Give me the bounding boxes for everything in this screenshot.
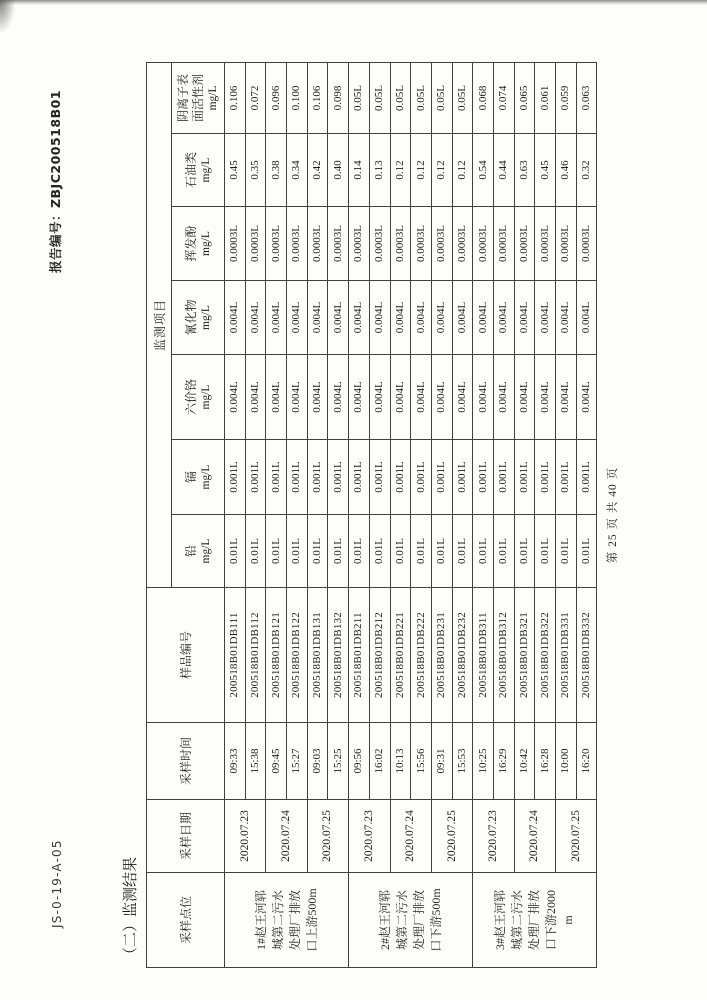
value-cell: 0.45 — [535, 134, 556, 207]
table-row — [514, 62, 535, 967]
value-cell: 0.004L — [514, 281, 535, 355]
report-number: 报告编号：ZBJC200518B01 — [48, 90, 63, 274]
value-cell: 0.0003L — [493, 207, 514, 281]
sampling-time-cell: 10:13 — [390, 723, 411, 800]
value-cell: 0.38 — [266, 134, 287, 207]
value-cell: 0.001L — [473, 440, 494, 515]
value-cell: 0.068 — [473, 62, 494, 133]
col-header-sampling-date: 采样日期 — [147, 800, 225, 873]
value-cell: 0.05L — [431, 62, 452, 133]
col-header-sampling-point: 采样点位 — [147, 873, 225, 968]
scanner-corner-smudge — [0, 0, 16, 34]
col-header-cadmium: 镉 mg/L — [172, 440, 225, 515]
value-cell: 0.01L — [556, 515, 577, 588]
col-header-volatile-phenol: 挥发酚 mg/L — [172, 207, 225, 281]
value-cell: 0.072 — [245, 62, 266, 133]
value-cell: 0.0003L — [514, 207, 535, 281]
sample-id-cell: 200518B01DB121 — [266, 588, 287, 723]
sample-id-cell: 200518B01DB221 — [390, 588, 411, 723]
sampling-time-cell: 15:56 — [411, 723, 432, 800]
value-cell: 0.35 — [245, 134, 266, 207]
sample-id-cell: 200518B01DB231 — [431, 588, 452, 723]
sampling-time-cell: 16:29 — [493, 723, 514, 800]
value-cell: 0.0003L — [390, 207, 411, 281]
section-title: （二）监测结果 — [123, 856, 139, 962]
value-cell: 0.004L — [473, 355, 494, 440]
value-cell: 0.004L — [369, 281, 390, 355]
value-cell: 0.004L — [473, 281, 494, 355]
value-cell: 0.001L — [576, 440, 597, 515]
sample-id-cell: 200518B01DB222 — [411, 588, 432, 723]
sample-id-cell: 200518B01DB111 — [225, 588, 246, 723]
sample-id-cell: 200518B01DB131 — [307, 588, 328, 723]
value-cell: 0.061 — [535, 62, 556, 133]
value-cell: 0.01L — [225, 515, 246, 588]
value-cell: 0.059 — [556, 62, 577, 133]
col-header-cyanide: 氰化物 mg/L — [172, 281, 225, 355]
value-cell: 0.001L — [287, 440, 308, 515]
header-row-groups — [147, 62, 172, 967]
sampling-time-cell: 10:42 — [514, 723, 535, 800]
value-cell: 0.001L — [556, 440, 577, 515]
sampling-time-cell: 09:31 — [431, 723, 452, 800]
value-cell: 0.004L — [535, 355, 556, 440]
value-cell: 0.004L — [493, 355, 514, 440]
sample-id-cell: 200518B01DB112 — [245, 588, 266, 723]
table-head — [147, 62, 225, 967]
value-cell: 0.001L — [266, 440, 287, 515]
value-cell: 0.004L — [287, 355, 308, 440]
value-cell: 0.004L — [535, 281, 556, 355]
page-footer: 第 25 页 共 40 页 — [607, 466, 619, 564]
value-cell: 0.0003L — [245, 207, 266, 281]
sampling-point-cell: 3#赵王河郓城第二污水处理厂排放口下游2000m — [473, 873, 597, 968]
value-cell: 0.004L — [245, 281, 266, 355]
sampling-time-cell: 09:33 — [225, 723, 246, 800]
value-cell: 0.42 — [307, 134, 328, 207]
document-code: JS-0-19-A-05 — [50, 839, 64, 928]
sample-id-cell: 200518B01DB232 — [452, 588, 473, 723]
table-body — [225, 62, 597, 967]
value-cell: 0.004L — [328, 355, 349, 440]
value-cell: 0.05L — [390, 62, 411, 133]
sampling-date-cell: 2020.07.25 — [307, 800, 348, 873]
value-cell: 0.05L — [411, 62, 432, 133]
sampling-date-cell: 2020.07.23 — [225, 800, 266, 873]
value-cell: 0.0003L — [349, 207, 370, 281]
value-cell: 0.004L — [576, 281, 597, 355]
col-header-anionic-surfactant: 阴离子表面活性剂 mg/L — [172, 62, 225, 133]
value-cell: 0.004L — [493, 281, 514, 355]
sampling-time-cell: 15:25 — [328, 723, 349, 800]
value-cell: 0.01L — [431, 515, 452, 588]
value-cell: 0.0003L — [307, 207, 328, 281]
value-cell: 0.12 — [390, 134, 411, 207]
value-cell: 0.13 — [369, 134, 390, 207]
scanner-edge-artifact — [0, 0, 707, 5]
value-cell: 0.004L — [266, 355, 287, 440]
value-cell: 0.004L — [245, 355, 266, 440]
value-cell: 0.12 — [452, 134, 473, 207]
value-cell: 0.004L — [431, 281, 452, 355]
value-cell: 0.004L — [411, 355, 432, 440]
sampling-point-cell: 1#赵王河郓城第二污水处理厂排放口上游500m — [225, 873, 349, 968]
sample-id-cell: 200518B01DB322 — [535, 588, 556, 723]
col-header-lead: 铅 mg/L — [172, 515, 225, 588]
value-cell: 0.004L — [307, 355, 328, 440]
value-cell: 0.40 — [328, 134, 349, 207]
sample-id-cell: 200518B01DB311 — [473, 588, 494, 723]
value-cell: 0.096 — [266, 62, 287, 133]
sampling-date-cell: 2020.07.24 — [514, 800, 555, 873]
value-cell: 0.0003L — [431, 207, 452, 281]
value-cell: 0.098 — [328, 62, 349, 133]
value-cell: 0.01L — [287, 515, 308, 588]
value-cell: 0.05L — [369, 62, 390, 133]
table-row — [431, 62, 452, 967]
sample-id-cell: 200518B01DB212 — [369, 588, 390, 723]
col-header-sampling-time: 采样时间 — [147, 723, 225, 800]
value-cell: 0.063 — [576, 62, 597, 133]
value-cell: 0.01L — [514, 515, 535, 588]
sample-id-cell: 200518B01DB122 — [287, 588, 308, 723]
value-cell: 0.01L — [411, 515, 432, 588]
value-cell: 0.34 — [287, 134, 308, 207]
table-row — [349, 62, 370, 967]
value-cell: 0.0003L — [556, 207, 577, 281]
sampling-time-cell: 15:27 — [287, 723, 308, 800]
value-cell: 0.46 — [556, 134, 577, 207]
value-cell: 0.001L — [307, 440, 328, 515]
value-cell: 0.100 — [287, 62, 308, 133]
value-cell: 0.01L — [576, 515, 597, 588]
sampling-time-cell: 15:38 — [245, 723, 266, 800]
value-cell: 0.074 — [493, 62, 514, 133]
sampling-date-cell: 2020.07.25 — [431, 800, 472, 873]
sampling-time-cell: 16:20 — [576, 723, 597, 800]
value-cell: 0.001L — [535, 440, 556, 515]
value-cell: 0.001L — [349, 440, 370, 515]
value-cell: 0.0003L — [576, 207, 597, 281]
value-cell: 0.004L — [328, 281, 349, 355]
value-cell: 0.0003L — [369, 207, 390, 281]
sampling-time-cell: 10:00 — [556, 723, 577, 800]
value-cell: 0.01L — [307, 515, 328, 588]
value-cell: 0.0003L — [266, 207, 287, 281]
value-cell: 0.001L — [411, 440, 432, 515]
sampling-time-cell: 09:45 — [266, 723, 287, 800]
sample-id-cell: 200518B01DB132 — [328, 588, 349, 723]
sampling-time-cell: 15:53 — [452, 723, 473, 800]
value-cell: 0.01L — [473, 515, 494, 588]
sample-id-cell: 200518B01DB321 — [514, 588, 535, 723]
sample-id-cell: 200518B01DB211 — [349, 588, 370, 723]
table-row — [473, 62, 494, 967]
value-cell: 0.001L — [452, 440, 473, 515]
sample-id-cell: 200518B01DB331 — [556, 588, 577, 723]
value-cell: 0.004L — [307, 281, 328, 355]
value-cell: 0.01L — [452, 515, 473, 588]
value-cell: 0.001L — [431, 440, 452, 515]
value-cell: 0.004L — [369, 355, 390, 440]
sampling-date-cell: 2020.07.23 — [349, 800, 390, 873]
value-cell: 0.0003L — [473, 207, 494, 281]
value-cell: 0.44 — [493, 134, 514, 207]
value-cell: 0.065 — [514, 62, 535, 133]
col-header-sample-id: 样品编号 — [147, 588, 225, 723]
sampling-time-cell: 09:03 — [307, 723, 328, 800]
value-cell: 0.01L — [328, 515, 349, 588]
value-cell: 0.0003L — [411, 207, 432, 281]
table-row — [556, 62, 577, 967]
value-cell: 0.004L — [514, 355, 535, 440]
col-header-petroleum: 石油类 mg/L — [172, 134, 225, 207]
value-cell: 0.0003L — [287, 207, 308, 281]
value-cell: 0.54 — [473, 134, 494, 207]
monitoring-results-table — [146, 62, 597, 968]
value-cell: 0.001L — [245, 440, 266, 515]
value-cell: 0.0003L — [225, 207, 246, 281]
sampling-time-cell: 16:28 — [535, 723, 556, 800]
col-header-hexavalent-chromium: 六价铬 mg/L — [172, 355, 225, 440]
table-row — [390, 62, 411, 967]
value-cell: 0.004L — [452, 355, 473, 440]
value-cell: 0.05L — [349, 62, 370, 133]
value-cell: 0.0003L — [328, 207, 349, 281]
value-cell: 0.14 — [349, 134, 370, 207]
value-cell: 0.01L — [390, 515, 411, 588]
value-cell: 0.01L — [266, 515, 287, 588]
sampling-date-cell: 2020.07.24 — [266, 800, 307, 873]
value-cell: 0.004L — [556, 355, 577, 440]
sampling-date-cell: 2020.07.25 — [556, 800, 597, 873]
sample-id-cell: 200518B01DB312 — [493, 588, 514, 723]
value-cell: 0.004L — [452, 281, 473, 355]
value-cell: 0.004L — [390, 281, 411, 355]
value-cell: 0.001L — [514, 440, 535, 515]
value-cell: 0.004L — [390, 355, 411, 440]
sample-id-cell: 200518B01DB332 — [576, 588, 597, 723]
value-cell: 0.01L — [535, 515, 556, 588]
value-cell: 0.004L — [431, 355, 452, 440]
value-cell: 0.63 — [514, 134, 535, 207]
value-cell: 0.004L — [225, 281, 246, 355]
table-row — [266, 62, 287, 967]
value-cell: 0.004L — [576, 355, 597, 440]
sampling-time-cell: 09:56 — [349, 723, 370, 800]
value-cell: 0.01L — [349, 515, 370, 588]
value-cell: 0.004L — [287, 281, 308, 355]
value-cell: 0.106 — [307, 62, 328, 133]
value-cell: 0.001L — [225, 440, 246, 515]
value-cell: 0.45 — [225, 134, 246, 207]
value-cell: 0.001L — [493, 440, 514, 515]
value-cell: 0.001L — [369, 440, 390, 515]
table-row — [307, 62, 328, 967]
value-cell: 0.01L — [245, 515, 266, 588]
value-cell: 0.0003L — [535, 207, 556, 281]
value-cell: 0.12 — [431, 134, 452, 207]
value-cell: 0.12 — [411, 134, 432, 207]
value-cell: 0.004L — [225, 355, 246, 440]
sampling-time-cell: 10:25 — [473, 723, 494, 800]
sampling-date-cell: 2020.07.24 — [390, 800, 431, 873]
value-cell: 0.004L — [349, 281, 370, 355]
col-header-monitor-items: 监测项目 — [147, 62, 172, 587]
value-cell: 0.01L — [369, 515, 390, 588]
value-cell: 0.01L — [493, 515, 514, 588]
value-cell: 0.004L — [411, 281, 432, 355]
value-cell: 0.0003L — [452, 207, 473, 281]
value-cell: 0.05L — [452, 62, 473, 133]
value-cell: 0.32 — [576, 134, 597, 207]
sampling-point-cell: 2#赵王河郓城第二污水处理厂排放口下游500m — [349, 873, 473, 968]
value-cell: 0.004L — [266, 281, 287, 355]
sampling-date-cell: 2020.07.23 — [473, 800, 514, 873]
value-cell: 0.004L — [556, 281, 577, 355]
sampling-time-cell: 16:02 — [369, 723, 390, 800]
value-cell: 0.004L — [349, 355, 370, 440]
table-row — [225, 62, 246, 967]
value-cell: 0.001L — [390, 440, 411, 515]
value-cell: 0.106 — [225, 62, 246, 133]
value-cell: 0.001L — [328, 440, 349, 515]
